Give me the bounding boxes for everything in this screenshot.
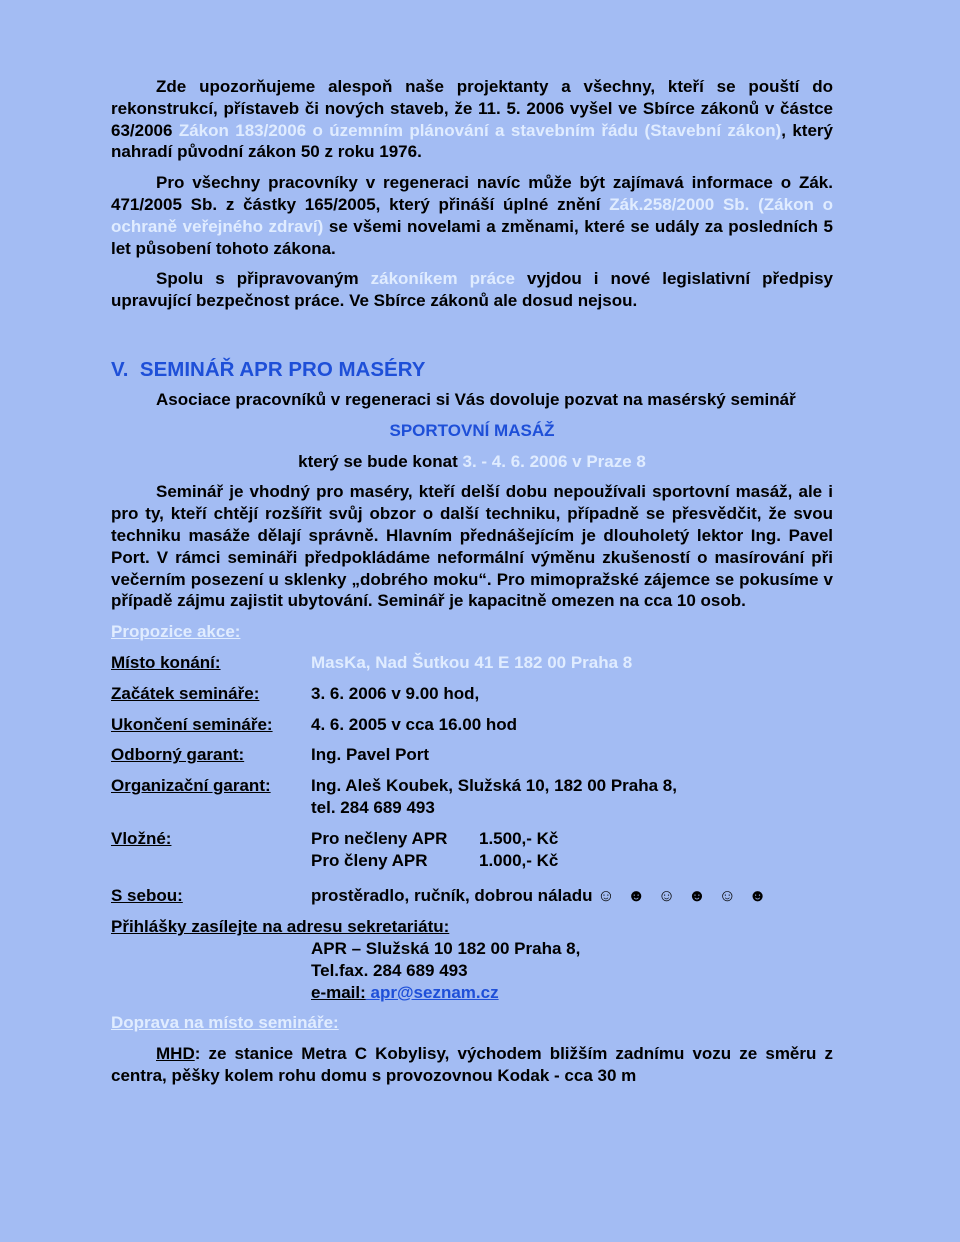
odborny-value: Ing. Pavel Port — [311, 745, 430, 765]
prihlasky-email-line — [311, 982, 833, 1004]
zakonik-prace-link[interactable]: zákoníkem práce — [370, 269, 515, 289]
vlozne-row — [111, 828, 833, 872]
fee-nonmember-value: 1.500,- Kč — [479, 828, 559, 848]
section-heading — [111, 357, 833, 383]
konec-row — [111, 714, 833, 736]
intro-paragraph-1 — [111, 76, 833, 163]
misto-row — [111, 652, 833, 674]
prihlasky-line-1: APR – Služská 10 182 00 Praha 8, — [311, 938, 581, 958]
intro-text-1b: , který nahradí původní zákon 50 z roku 1976. — [111, 120, 833, 162]
fee-member-label: Pro členy APR — [311, 850, 428, 870]
vlozne-label: Vložné: — [111, 828, 172, 848]
organiz-value — [311, 775, 833, 819]
organiz-value-2: tel. 284 689 493 — [311, 797, 435, 817]
doprava-heading-text: Doprava na místo semináře: — [111, 1013, 339, 1033]
sebou-label: S sebou: — [111, 886, 183, 906]
sebou-value — [311, 885, 833, 907]
intro-paragraph-2 — [111, 172, 833, 259]
konec-value: 4. 6. 2005 v cca 16.00 hod — [311, 714, 518, 734]
zacatek-row — [111, 683, 833, 705]
mhd-text: : ze stanice Metra C Kobylisy, východem bližším zadnímu vozu ze směru z centra, pěšky kolem rohu domu s provozovnou Kodak - cca 30 m — [111, 1044, 833, 1085]
mhd-label: MHD — [156, 1044, 195, 1064]
vlozne-value — [311, 828, 833, 872]
intro-text-1a: Zde upozorňujeme alespoň naše projektanty a všechny, kteří se pouští do rekonstrukcí, přístaveb či nových staveb, že 11. 5. 2006 vyšel ve Sbírce zákonů v částce 63/2006 — [111, 77, 833, 140]
email-label: e-mail: — [311, 982, 366, 1002]
zacatek-value: 3. 6. 2006 v 9.00 hod, — [311, 683, 480, 703]
fee-nonmember-label: Pro nečleny APR — [311, 828, 448, 848]
zacatek-label: Začátek semináře: — [111, 683, 260, 703]
seminar-date: 3. - 4. 6. 2006 v Praze 8 — [462, 451, 646, 471]
seminar-date-line — [111, 451, 833, 473]
document-page — [111, 76, 833, 1087]
seminar-name: SPORTOVNÍ MASÁŽ — [389, 420, 555, 440]
smiley-icons: ☺ ☻ ☺ ☻ ☺ ☻ — [597, 886, 771, 906]
fee-member-value: 1.000,- Kč — [479, 850, 559, 870]
prihlasky-heading-text: Přihlášky zasílejte na adresu sekretariátu: — [111, 917, 450, 937]
odborny-row — [111, 744, 833, 766]
section-number: V. — [111, 357, 129, 381]
sebou-row — [111, 885, 833, 907]
misto-value: MasKa, Nad Šutkou 41 E 182 00 Praha 8 — [311, 652, 633, 672]
propozice-heading-text: Propozice akce: — [111, 622, 241, 642]
invitation-text: Asociace pracovníků v regeneraci si Vás dovoluje pozvat na masérský seminář — [156, 389, 796, 409]
odborny-label: Odborný garant: — [111, 745, 245, 765]
email-link[interactable]: apr@seznam.cz — [365, 982, 499, 1002]
sebou-text: prostěradlo, ručník, dobrou náladu — [311, 886, 593, 906]
stavebni-zakon-link[interactable]: Zákon 183/2006 o územním plánování a stavebním řádu (Stavební zákon) — [178, 120, 782, 140]
prihlasky-line-2: Tel.fax. 284 689 493 — [311, 960, 468, 980]
organiz-value-1: Ing. Aleš Koubek, Služská 10, 182 00 Praha 8, — [311, 776, 677, 796]
intro-text-3a: Spolu s připravovaným — [156, 269, 359, 289]
zakon-258-link[interactable]: Zák.258/2000 Sb. (Zákon o ochraně veřejného zdraví) — [111, 194, 833, 236]
doprava-heading — [111, 1012, 833, 1034]
organiz-row — [111, 775, 833, 819]
seminar-description: Seminář je vhodný pro maséry, kteří delší dobu nepoužívali sportovní masáž, ale i pro ty, kteří chtějí rozšířit svůj obzor o další techniku, případně se přesvědčit, že svou techniku masáže dělají správně. Hlavním přednášejícím je dlouholetý lektor Ing. Pavel Port. V rámci semináři předpokládáme neformální výměnu zkušeností o masírování při večerním posezení u sklenky „dobrého moku“. Pro mimopražské zájemce se pokusíme v případě zájmu zajistit ubytování. Seminář je kapacitně omezen na cca 10 osob. — [111, 482, 833, 611]
konec-label: Ukončení semináře: — [111, 714, 273, 734]
doprava-text — [111, 1043, 833, 1087]
misto-label: Místo konání: — [111, 652, 221, 672]
section-title: SEMINÁŘ APR PRO MASÉRY — [139, 357, 426, 381]
intro-text-3b: vyjdou i nové legislativní předpisy upravující bezpečnost práce. Ve Sbírce zákonů ale dosud nejsou. — [111, 269, 833, 311]
intro-text-2a: Pro všechny pracovníky v regeneraci navíc může být zajímavá informace o Zák. 471/2005 Sb. z částky 165/2005, který přináší úplné znění — [111, 173, 833, 214]
prihlasky-address — [111, 938, 833, 1003]
organiz-label: Organizační garant: — [111, 776, 271, 796]
intro-text-2b: se všemi novelami a změnami, které se udály za posledních 5 let působení tohoto zákona. — [111, 216, 834, 258]
prihlasky-heading — [111, 916, 833, 938]
intro-paragraph-3 — [111, 268, 833, 312]
propozice-heading — [111, 621, 833, 643]
seminar-date-prefix: který se bude konat — [298, 451, 458, 471]
